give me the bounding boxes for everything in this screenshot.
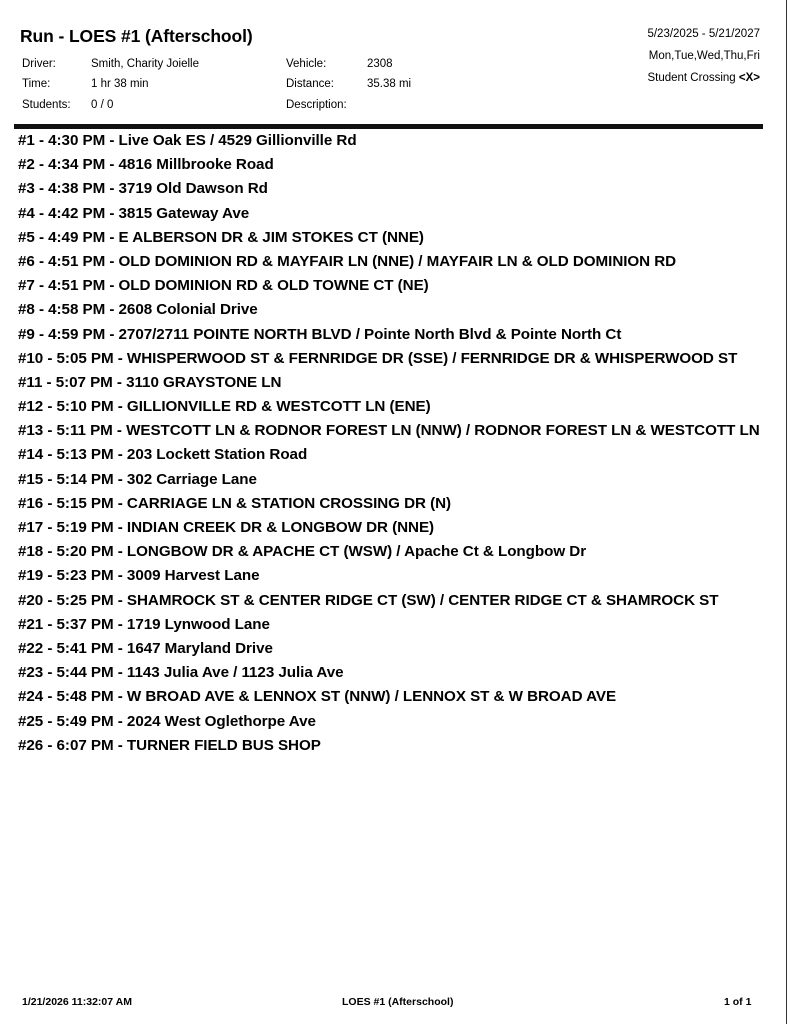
stop-item: #9 - 4:59 PM - 2707/2711 POINTE NORTH BLVD / Pointe North Blvd & Pointe North Ct [18,325,622,343]
stop-item: #12 - 5:10 PM - GILLIONVILLE RD & WESTCOTT LN (ENE) [18,398,431,416]
stop-item: #4 - 4:42 PM - 3815 Gateway Ave [18,204,250,222]
distance-value: 35.38 mi [367,78,412,90]
stop-item: #11 - 5:07 PM - 3110 GRAYSTONE LN [18,373,282,391]
stop-item: #19 - 5:23 PM - 3009 Harvest Lane [18,567,260,585]
stop-item: #23 - 5:44 PM - 1143 Julia Ave / 1123 Julia Ave [18,664,344,682]
driver-label: Driver: [22,58,56,70]
footer-report-name: LOES #1 (Afterschool) [342,996,454,1008]
stop-item: #7 - 4:51 PM - OLD DOMINION RD & OLD TOWNE CT (NE) [18,277,429,295]
student-crossing-value: <X> [738,72,760,84]
stop-item: #6 - 4:51 PM - OLD DOMINION RD & MAYFAIR LN (NNE) / MAYFAIR LN & OLD DOMINION RD [18,252,677,270]
time-value: 1 hr 38 min [91,78,149,90]
stop-item: #1 - 4:30 PM - Live Oak ES / 4529 Gillionville Rd [18,132,357,149]
students-label: Students: [22,99,71,111]
stop-item: #22 - 5:41 PM - 1647 Maryland Drive [18,639,273,657]
stop-item: #10 - 5:05 PM - WHISPERWOOD ST & FERNRIDGE DR (SSE) / FERNRIDGE DR & WHISPERWOOD ST [18,349,738,367]
student-crossing [647,72,760,84]
stop-item: #21 - 5:37 PM - 1719 Lynwood Lane [18,615,270,633]
stop-item: #13 - 5:11 PM - WESTCOTT LN & RODNOR FOREST LN (NNW) / RODNOR FOREST LN & WESTCOTT LN [18,422,760,440]
stop-item: #8 - 4:58 PM - 2608 Colonial Drive [18,301,258,319]
stop-item: #20 - 5:25 PM - SHAMROCK ST & CENTER RIDGE CT (SW) / CENTER RIDGE CT & SHAMROCK ST [18,591,719,609]
stop-item: #16 - 5:15 PM - CARRIAGE LN & STATION CROSSING DR (N) [18,494,452,512]
run-title: Run - LOES #1 (Afterschool) [20,26,253,46]
stop-item: #18 - 5:20 PM - LONGBOW DR & APACHE CT (WSW) / Apache Ct & Longbow Dr [18,543,587,561]
page-number: 1 of 1 [724,996,752,1008]
stop-item: #2 - 4:34 PM - 4816 Millbrooke Road [18,156,274,174]
students-value: 0 / 0 [91,99,114,111]
stop-list [18,131,768,760]
distance-label: Distance: [286,78,334,90]
driver-value: Smith, Charity Joielle [91,58,200,70]
stop-item: #14 - 5:13 PM - 203 Lockett Station Road [18,446,308,464]
time-label: Time: [22,78,51,90]
stop-item: #26 - 6:07 PM - TURNER FIELD BUS SHOP [18,736,321,754]
stop-item: #15 - 5:14 PM - 302 Carriage Lane [18,470,257,488]
page-edge [786,0,787,1024]
vehicle-value: 2308 [367,58,393,70]
stop-item: #17 - 5:19 PM - INDIAN CREEK DR & LONGBOW DR (NNE) [18,519,435,536]
stop-item: #25 - 5:49 PM - 2024 West Oglethorpe Ave [18,712,316,730]
student-crossing-label: Student Crossing [647,72,736,84]
description-label: Description: [286,99,347,111]
printed-timestamp: 1/21/2026 11:32:07 AM [22,996,132,1008]
stop-item: #5 - 4:49 PM - E ALBERSON DR & JIM STOKES CT (NNE) [18,228,424,246]
date-range: 5/23/2025 - 5/21/2027 [647,28,760,40]
header-divider [14,124,763,129]
stop-item: #24 - 5:48 PM - W BROAD AVE & LENNOX ST (NNW) / LENNOX ST & W BROAD AVE [18,688,617,706]
run-days: Mon,Tue,Wed,Thu,Fri [648,50,760,62]
vehicle-label: Vehicle: [286,58,327,70]
stop-item: #3 - 4:38 PM - 3719 Old Dawson Rd [18,180,268,198]
